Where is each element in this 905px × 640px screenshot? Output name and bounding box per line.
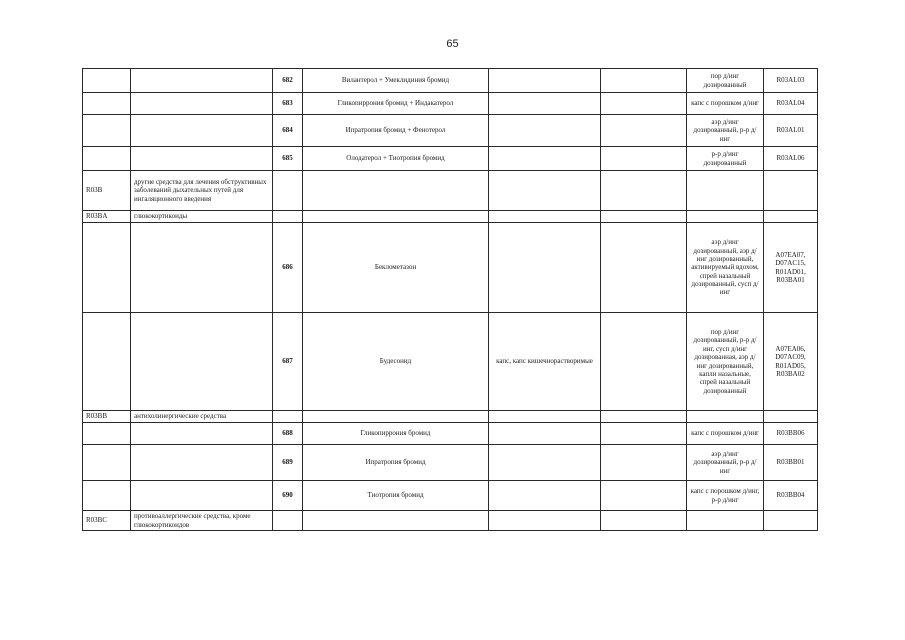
table-row [83, 69, 818, 93]
empty-cell [601, 511, 687, 531]
table-row [83, 445, 818, 481]
atc-codes: A07EA07, D07AC15, R01AD01, R03BA01 [764, 223, 818, 313]
empty-cell [601, 411, 687, 423]
table-row [83, 93, 818, 115]
group-cell [131, 223, 273, 313]
atc-group-code: R03BB [83, 411, 131, 423]
dosage-form: капс с порошком д/инг, р-р д/инг [687, 481, 764, 511]
atc-cell [83, 147, 131, 171]
drug-name: Гликопиррония бромид + Индакатерол [303, 93, 489, 115]
empty-cell [273, 411, 303, 423]
atc-group-code: R03BC [83, 511, 131, 531]
group-title: глюкокортикоиды [131, 211, 273, 223]
table-row [83, 115, 818, 147]
atc-codes: R03BB06 [764, 423, 818, 445]
atc-cell [83, 481, 131, 511]
empty-cell [489, 411, 601, 423]
empty-cell [489, 171, 601, 211]
empty-cell [601, 211, 687, 223]
table-row [83, 147, 818, 171]
empty-cell [687, 171, 764, 211]
empty-cell [303, 411, 489, 423]
empty-cell [601, 147, 687, 171]
group-title: противоаллергические средства, кроме глюкокортикоидов [131, 511, 273, 531]
empty-cell [303, 511, 489, 531]
row-number: 682 [273, 69, 303, 93]
empty-cell [601, 423, 687, 445]
empty-cell [764, 211, 818, 223]
row-number: 684 [273, 115, 303, 147]
empty-cell [601, 313, 687, 411]
form-cell: капс, капс кишечнорастворимые [489, 313, 601, 411]
row-number: 690 [273, 481, 303, 511]
table-row [83, 313, 818, 411]
atc-codes: R03BB01 [764, 445, 818, 481]
group-title: другие средства для лечения обструктивных заболеваний дыхательных путей для ингаляционного введения [131, 171, 273, 211]
row-number: 689 [273, 445, 303, 481]
form-cell [489, 93, 601, 115]
atc-cell [83, 69, 131, 93]
group-row [83, 171, 818, 211]
group-cell [131, 93, 273, 115]
form-cell [489, 147, 601, 171]
empty-cell [687, 511, 764, 531]
empty-cell [687, 411, 764, 423]
atc-cell [83, 445, 131, 481]
dosage-form: капс с порошком д/инг [687, 93, 764, 115]
drug-name: Ипратропия бромид [303, 445, 489, 481]
table-row [83, 223, 818, 313]
empty-cell [601, 171, 687, 211]
drug-name: Вилантерол + Умеклидиния бромид [303, 69, 489, 93]
row-number: 685 [273, 147, 303, 171]
empty-cell [601, 69, 687, 93]
drug-table [82, 68, 818, 531]
dosage-form: р-р д/инг дозированный [687, 147, 764, 171]
page-number: 65 [446, 38, 459, 50]
atc-group-code: R03B [83, 171, 131, 211]
empty-cell [601, 115, 687, 147]
empty-cell [601, 93, 687, 115]
row-number: 688 [273, 423, 303, 445]
group-cell [131, 313, 273, 411]
row-number: 686 [273, 223, 303, 313]
atc-codes: R03AL03 [764, 69, 818, 93]
empty-cell [303, 211, 489, 223]
form-cell [489, 69, 601, 93]
group-cell [131, 423, 273, 445]
empty-cell [489, 511, 601, 531]
atc-group-code: R03BA [83, 211, 131, 223]
atc-codes: R03BB04 [764, 481, 818, 511]
dosage-form: аэр д/инг дозированный, р-р д/инг [687, 445, 764, 481]
drug-name: Беклометазон [303, 223, 489, 313]
drug-name: Ипратропия бромид + Фенотерол [303, 115, 489, 147]
drug-name: Будесонид [303, 313, 489, 411]
row-number: 687 [273, 313, 303, 411]
group-row [83, 211, 818, 223]
empty-cell [687, 211, 764, 223]
drug-name: Тиотропия бромид [303, 481, 489, 511]
form-cell [489, 423, 601, 445]
form-cell [489, 445, 601, 481]
atc-cell [83, 115, 131, 147]
empty-cell [273, 511, 303, 531]
empty-cell [764, 411, 818, 423]
group-cell [131, 481, 273, 511]
form-cell [489, 223, 601, 313]
group-cell [131, 115, 273, 147]
atc-codes: R03AL01 [764, 115, 818, 147]
atc-cell [83, 313, 131, 411]
atc-cell [83, 423, 131, 445]
form-cell [489, 481, 601, 511]
empty-cell [303, 171, 489, 211]
group-cell [131, 147, 273, 171]
table-row [83, 423, 818, 445]
group-cell [131, 445, 273, 481]
atc-codes: A07EA06, D07AC09, R01AD05, R03BA02 [764, 313, 818, 411]
dosage-form: аэр д/инг дозированный, аэр д/инг дозированный, активируемый вдохом, спрей назальный дозированный, сусп д/инг [687, 223, 764, 313]
form-cell [489, 115, 601, 147]
empty-cell [601, 223, 687, 313]
group-row [83, 511, 818, 531]
atc-codes: R03AL06 [764, 147, 818, 171]
row-number: 683 [273, 93, 303, 115]
empty-cell [601, 445, 687, 481]
group-cell [131, 69, 273, 93]
dosage-form: пор д/инг дозированный [687, 69, 764, 93]
empty-cell [273, 171, 303, 211]
table-row [83, 481, 818, 511]
dosage-form: аэр д/инг дозированный, р-р д/инг [687, 115, 764, 147]
empty-cell [273, 211, 303, 223]
atc-cell [83, 93, 131, 115]
empty-cell [489, 211, 601, 223]
empty-cell [764, 171, 818, 211]
dosage-form: капс с порошком д/инг [687, 423, 764, 445]
empty-cell [764, 511, 818, 531]
group-row [83, 411, 818, 423]
group-title: антихолинергические средства [131, 411, 273, 423]
drug-name: Олодатерол + Тиотропия бромид [303, 147, 489, 171]
drug-name: Гликопиррония бромид [303, 423, 489, 445]
atc-cell [83, 223, 131, 313]
empty-cell [601, 481, 687, 511]
atc-codes: R03AL04 [764, 93, 818, 115]
dosage-form: пор д/инг дозированный, р-р д/инг, сусп д/инг дозированная, аэр д/инг дозированный, капли назальные, спрей назальный дозированный [687, 313, 764, 411]
